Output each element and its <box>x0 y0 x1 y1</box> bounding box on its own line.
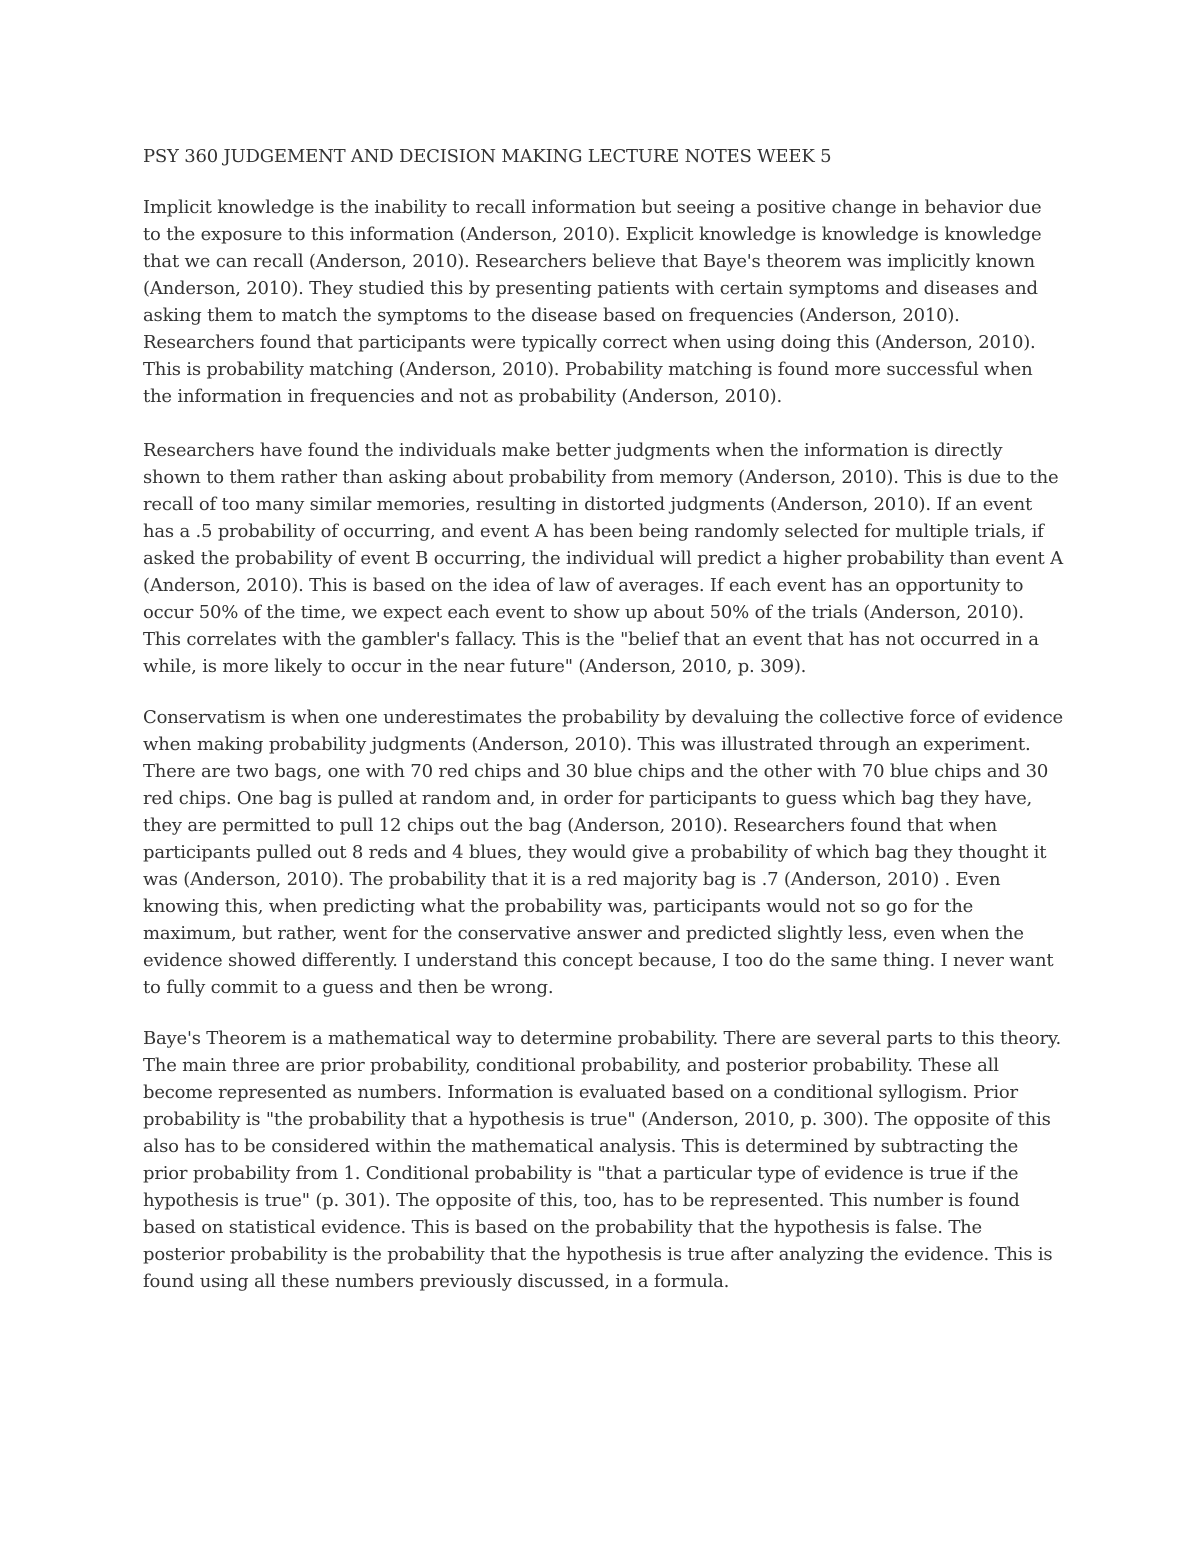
paragraph-direct-information-judgments: Researchers have found the individuals make better judgments when the information is directly shown to them rather than asking about probability from memory (Anderson, 2010). This is due to the recall of too many similar memories, resulting in distorted judgments (Anderson, 2010). If an event has a .5 probability of occurring, and event A has been being randomly selected for multiple trials, if asked the probability of event B occurring, the individual will predict a higher probability than event A (Anderson, 2010). This is based on the idea of law of averages. If each event has an opportunity to occur 50% of the time, we expect each event to show up about 50% of the trials (Anderson, 2010). This correlates with the gambler's fallacy. This is the "belief that an event that has not occurred in a while, is more likely to occur in the near future" (Anderson, 2010, p. 309). <box>143 440 1063 677</box>
document-title: PSY 360 JUDGEMENT AND DECISION MAKING LECTURE NOTES WEEK 5 <box>143 146 832 167</box>
paragraph-conservatism: Conservatism is when one underestimates the probability by devaluing the collective force of evidence when making probability judgments (Anderson, 2010). This was illustrated through an experiment. There are two bags, one with 70 red chips and 30 blue chips and the other with 70 blue chips and 30 red chips. One bag is pulled at random and, in order for participants to guess which bag they have, they are permitted to pull 12 chips out the bag (Anderson, 2010). Researchers found that when participants pulled out 8 reds and 4 blues, they would give a probability of which bag they thought it was (Anderson, 2010). The probability that it is a red majority bag is .7 (Anderson, 2010) . Even knowing this, when predicting what the probability was, participants would not so go for the maximum, but rather, went for the conservative answer and predicted slightly less, even when the evidence showed differently. I understand this concept because, I too do the same thing. I never want to fully commit to a guess and then be wrong. <box>143 707 1063 998</box>
paragraph-bayes-theorem: Baye's Theorem is a mathematical way to determine probability. There are several parts to this theory. The main three are prior probability, conditional probability, and posterior probability. These all become represented as numbers. Information is evaluated based on a conditional syllogism. Prior probability is "the probability that a hypothesis is true" (Anderson, 2010, p. 300). The opposite of this also has to be considered within the mathematical analysis. This is determined by subtracting the prior probability from 1. Conditional probability is "that a particular type of evidence is true if the hypothesis is true" (p. 301). The opposite of this, too, has to be represented. This number is found based on statistical evidence. This is based on the probability that the hypothesis is false. The posterior probability is the probability that the hypothesis is true after analyzing the evidence. This is found using all these numbers previously discussed, in a formula. <box>143 1028 1061 1292</box>
document-body <box>143 142 1063 1319</box>
paragraph-implicit-knowledge: Implicit knowledge is the inability to recall information but seeing a positive change in behavior due to the exposure to this information (Anderson, 2010). Explicit knowledge is knowledge is knowledge that we can recall (Anderson, 2010). Researchers believe that Baye's theorem was implicitly known (Anderson, 2010). They studied this by presenting patients with certain symptoms and diseases and asking them to match the symptoms to the disease based on frequencies (Anderson, 2010). Researchers found that participants were typically correct when using doing this (Anderson, 2010). This is probability matching (Anderson, 2010). Probability matching is found more successful when the information in frequencies and not as probability (Anderson, 2010). <box>143 197 1042 407</box>
